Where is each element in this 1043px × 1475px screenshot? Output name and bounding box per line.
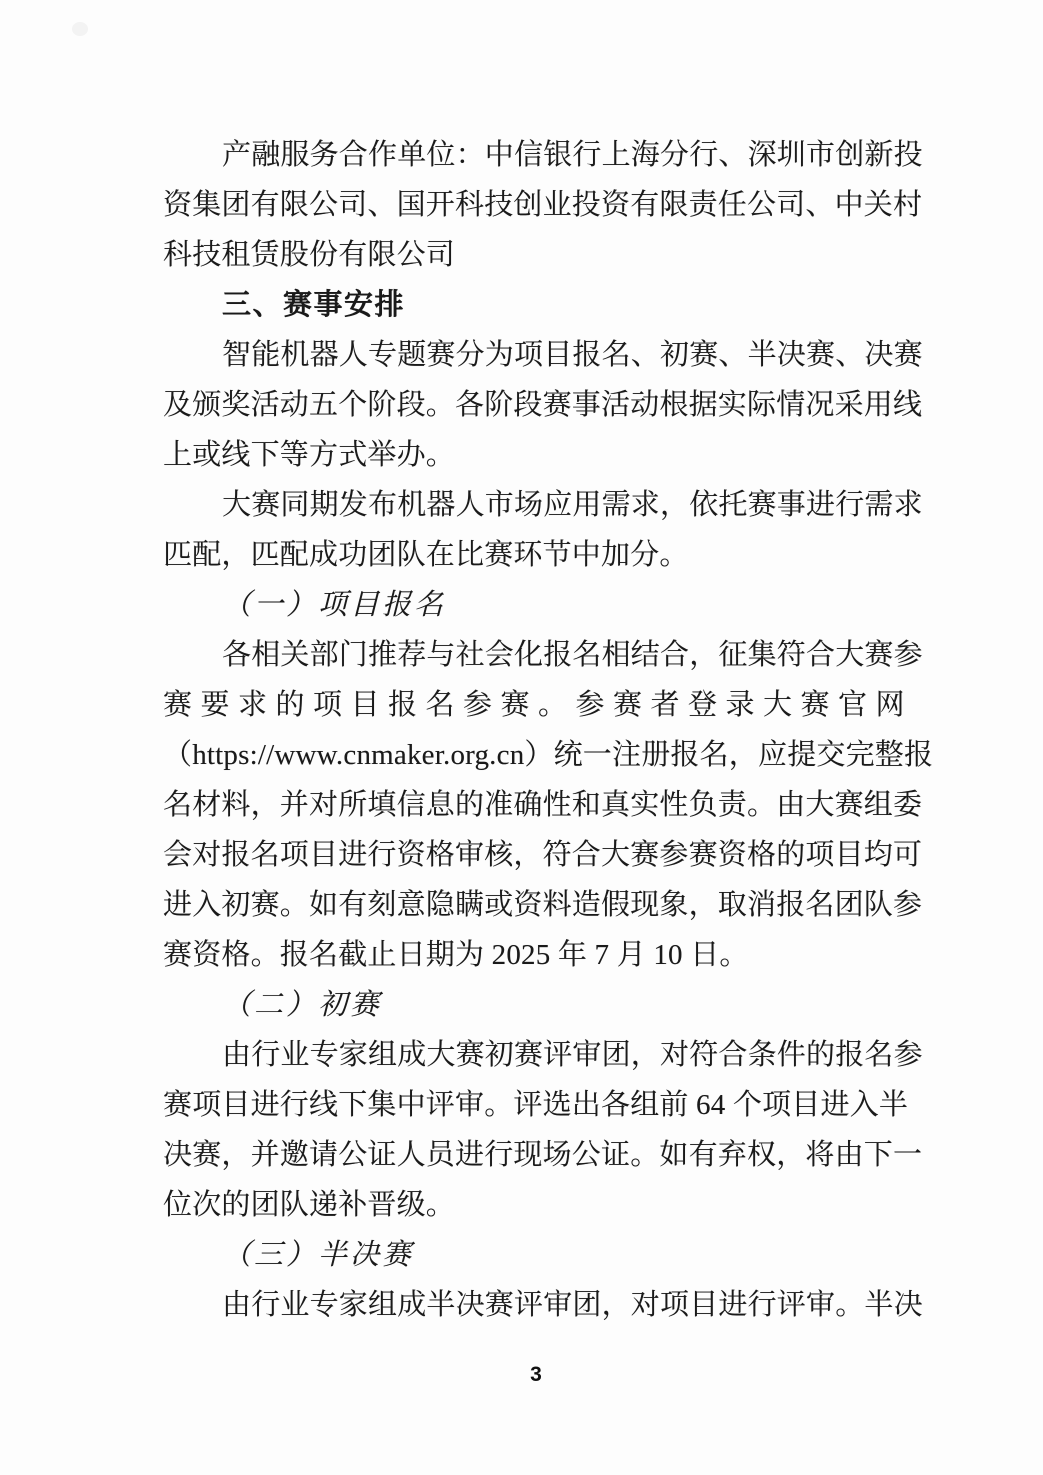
text-line: 赛要求的项目报名参赛。参赛者登录大赛官网 (163, 689, 914, 721)
text-line: 赛项目进行线下集中评审。评选出各组前 64 个项目进入半 (163, 1089, 909, 1121)
page-number: 3 (530, 1363, 542, 1386)
text-line: 名材料，并对所填信息的准确性和真实性负责。由大赛组委 (163, 789, 923, 821)
document-body (163, 130, 934, 1330)
text-line: 会对报名项目进行资格审核，符合大赛参赛资格的项目均可 (163, 839, 923, 871)
text-line: 智能机器人专题赛分为项目报名、初赛、半决赛、决赛 (222, 339, 923, 371)
text-line: 各相关部门推荐与社会化报名相结合，征集符合大赛参 (222, 639, 923, 671)
text-line: 及颁奖活动五个阶段。各阶段赛事活动根据实际情况采用线 (163, 389, 923, 421)
text-line: 产融服务合作单位：中信银行上海分行、深圳市创新投 (222, 139, 923, 171)
text-line: 决赛，并邀请公证人员进行现场公证。如有弃权，将由下一 (163, 1139, 923, 1171)
text-line: 大赛同期发布机器人市场应用需求，依托赛事进行需求 (222, 489, 923, 521)
scan-smudge (72, 22, 88, 36)
section-heading: 三、赛事安排 (222, 289, 406, 321)
text-line: 进入初赛。如有刻意隐瞒或资料造假现象，取消报名团队参 (163, 889, 923, 921)
text-line: （https://www.cnmaker.org.cn）统一注册报名，应提交完整报 (163, 739, 934, 771)
text-line: 匹配，匹配成功团队在比赛环节中加分。 (163, 539, 689, 571)
subsection-heading: （一）项目报名 (222, 589, 447, 621)
text-line: 由行业专家组成半决赛评审团，对项目进行评审。半决 (222, 1289, 923, 1321)
text-line: 赛资格。报名截止日期为 2025 年 7 月 10 日。 (163, 939, 749, 971)
subsection-heading: （二）初赛 (222, 989, 383, 1021)
text-line: 位次的团队递补晋级。 (163, 1189, 456, 1221)
text-line: 科技租赁股份有限公司 (163, 239, 456, 271)
text-line: 资集团有限公司、国开科技创业投资有限责任公司、中关村 (163, 189, 923, 221)
text-line: 由行业专家组成大赛初赛评审团，对符合条件的报名参 (222, 1039, 923, 1071)
subsection-heading: （三）半决赛 (222, 1239, 415, 1271)
text-line: 上或线下等方式举办。 (163, 439, 456, 471)
